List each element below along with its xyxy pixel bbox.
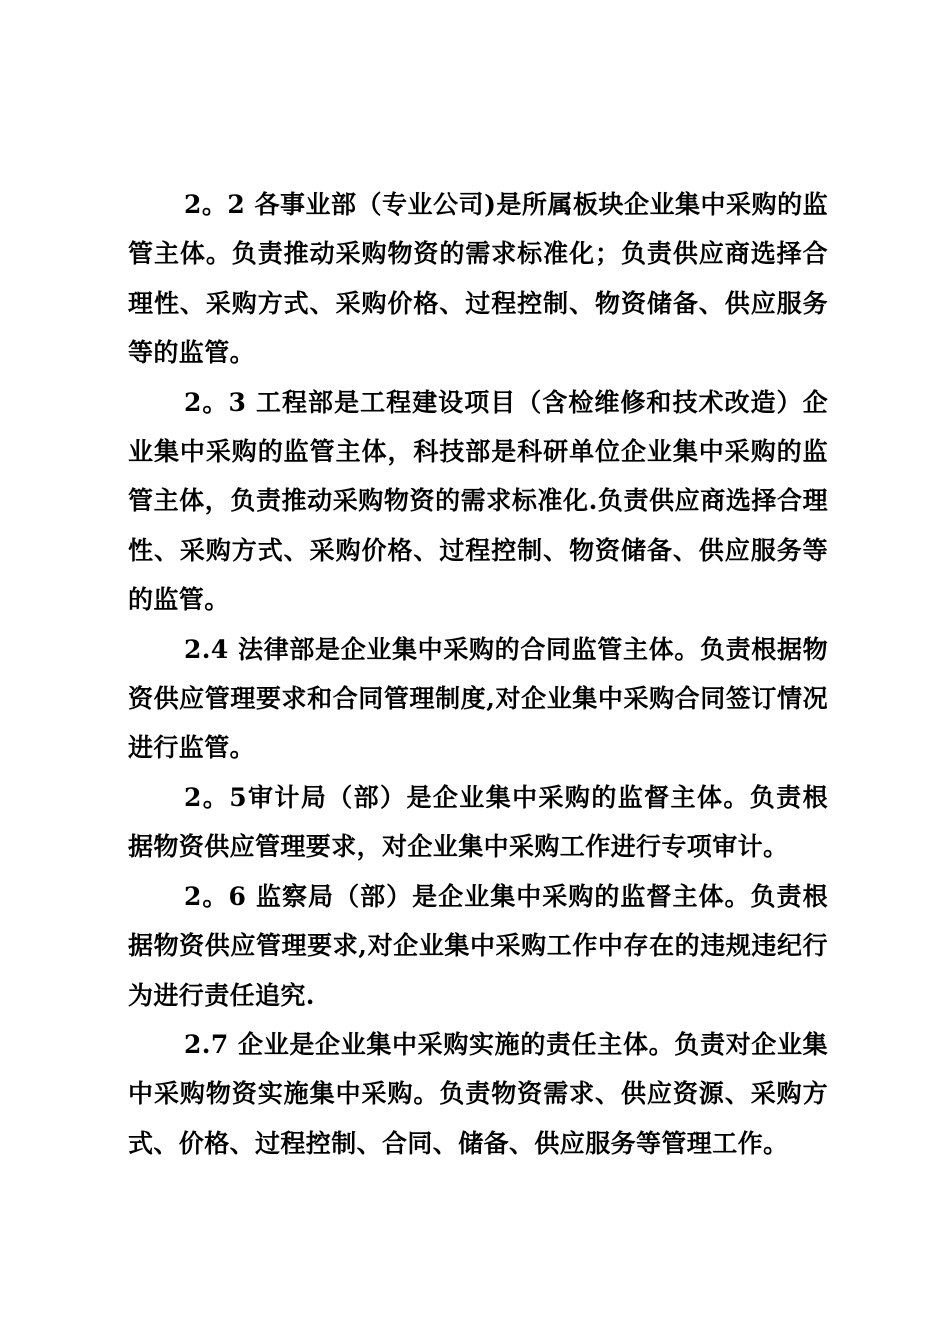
paragraph-2-7: 2.7 企业是企业集中采购实施的责任主体。负责对企业集中采购物资实施集中采购。负责物资需求、供应资源、采购方式、价格、过程控制、合同、储备、供应服务等管理工作。: [128, 1029, 828, 1158]
paragraph-2-4: 2.4 法律部是企业集中采购的合同监管主体。负责根据物资供应管理要求和合同管理制度,对企业集中采购合同签订情况进行监管。: [128, 634, 828, 763]
paragraph-2-6: 2。6 监察局（部）是企业集中采购的监督主体。负责根据物资供应管理要求,对企业集中采购工作中存在的违规违纪行为进行责任追究.: [128, 881, 828, 1010]
paragraph-2-3: 2。3 工程部是工程建设项目（含检维修和技术改造）企业集中采购的监管主体，科技部是科研单位企业集中采购的监管主体，负责推动采购物资的需求标准化.负责供应商选择合理性、采购方式、采购价格、过程控制、物资储备、供应服务等的监管。: [128, 387, 828, 615]
paragraph-2-5: 2。5审计局（部）是企业集中采购的监督主体。负责根据物资供应管理要求，对企业集中采购工作进行专项审计。: [128, 782, 828, 862]
paragraph-2-2: 2。2 各事业部（专业公司)是所属板块企业集中采购的监管主体。负责推动采购物资的需求标准化；负责供应商选择合理性、采购方式、采购价格、过程控制、物资储备、供应服务等的监管。: [128, 190, 828, 368]
document-body: [128, 180, 828, 1168]
